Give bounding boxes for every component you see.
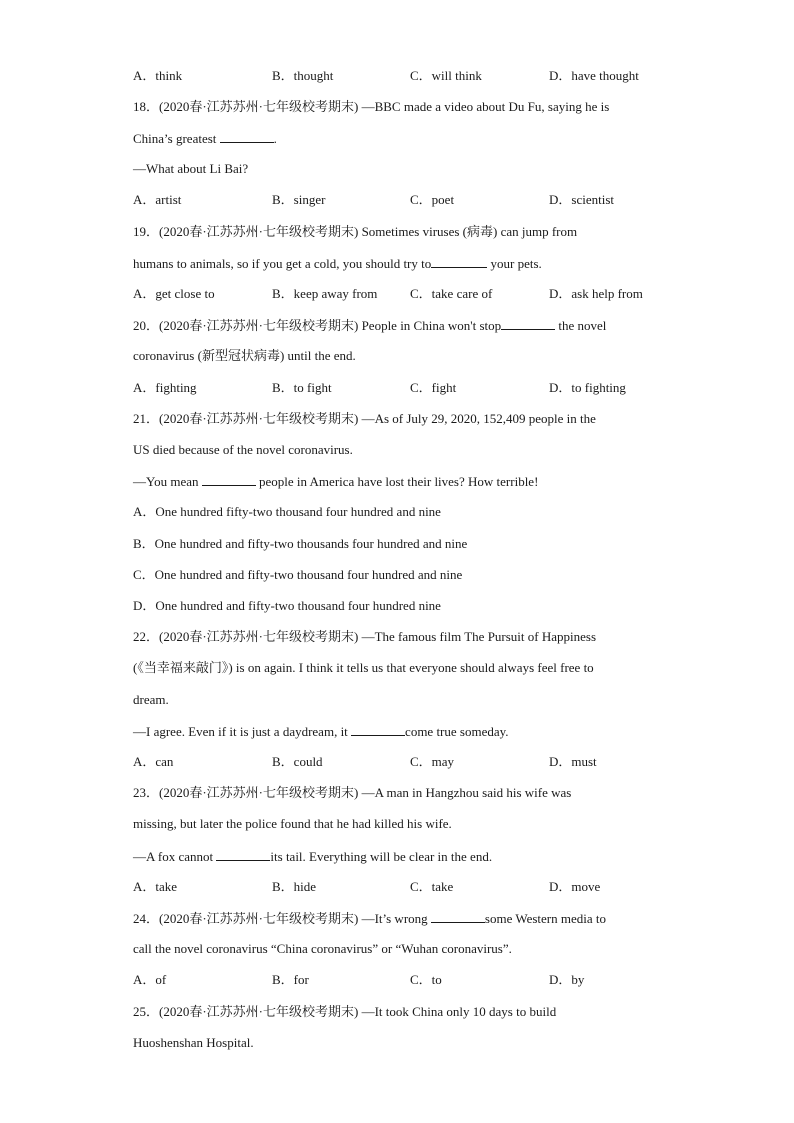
option-b: B．to fight — [272, 380, 332, 395]
question-text: —I agree. Even if it is just a daydream, it — [133, 724, 352, 739]
option-a: A．of — [133, 972, 167, 987]
question-text-line — [133, 255, 542, 271]
option-a: A．think — [133, 68, 183, 83]
question-text: 23．(2020春·江苏苏州·七年级校考期末) —A man in Hangzhou said his wife was — [133, 785, 572, 800]
question-text: its tail. Everything will be clear in the end. — [270, 849, 493, 864]
question-text: —A fox cannot — [133, 849, 217, 864]
option-c: C．take — [410, 879, 454, 894]
option-a: A．get close to — [133, 286, 215, 301]
question-text: humans to animals, so if you get a cold, you should try to — [133, 256, 432, 271]
option-d: D．scientist — [549, 192, 614, 207]
option-d: D．by — [549, 972, 585, 987]
question-text: 24．(2020春·江苏苏州·七年级校考期末) —It’s wrong — [133, 911, 431, 926]
question-text: —You mean — [133, 474, 202, 489]
question-text: 19．(2020春·江苏苏州·七年级校考期末) Sometimes viruses (病毒) can jump from — [133, 224, 578, 239]
dialogue-line: —What about Li Bai? — [133, 161, 249, 176]
option-c: C．One hundred and fifty-two thousand four hundred and nine — [133, 567, 463, 582]
question-text-line — [133, 910, 606, 926]
answer-blank — [351, 723, 405, 736]
question-text: missing, but later the police found that he had killed his wife. — [133, 816, 452, 831]
option-c: C．to — [410, 972, 442, 987]
option-d: D．One hundred and fifty-two thousand four hundred nine — [133, 598, 441, 613]
question-text: people in America have lost their lives? How terrible! — [255, 474, 539, 489]
question-text: some Western media to — [484, 911, 607, 926]
option-c: C．will think — [410, 68, 482, 83]
question-text: 20．(2020春·江苏苏州·七年级校考期末) People in China won't stop — [133, 318, 502, 333]
option-c: C．poet — [410, 192, 455, 207]
option-c: C．take care of — [410, 286, 493, 301]
question-text: Huoshenshan Hospital. — [133, 1035, 254, 1050]
option-d: D．move — [549, 879, 601, 894]
question-text: dream. — [133, 692, 169, 707]
option-d: D．to fighting — [549, 380, 626, 395]
option-c: C．fight — [410, 380, 457, 395]
option-a: A．One hundred fifty-two thousand four hundred and nine — [133, 504, 441, 519]
question-text: coronavirus (新型冠状病毒) until the end. — [133, 348, 356, 363]
question-text: 18．(2020春·江苏苏州·七年级校考期末) —BBC made a video about Du Fu, saying he is — [133, 99, 610, 114]
answer-blank — [431, 910, 485, 923]
option-a: A．artist — [133, 192, 182, 207]
answer-blank — [431, 255, 487, 268]
option-a: A．can — [133, 754, 174, 769]
option-b: B．One hundred and fifty-two thousands four hundred and nine — [133, 536, 468, 551]
option-b: B．keep away from — [272, 286, 378, 301]
option-a: A．take — [133, 879, 178, 894]
question-text-line — [133, 130, 277, 146]
question-text-line — [133, 317, 606, 333]
option-b: B．hide — [272, 879, 317, 894]
question-text: China’s greatest — [133, 131, 220, 146]
question-text: your pets. — [487, 256, 542, 271]
option-b: B．for — [272, 972, 309, 987]
answer-blank — [216, 848, 270, 861]
option-d: D．must — [549, 754, 597, 769]
question-text: 21．(2020春·江苏苏州·七年级校考期末) —As of July 29, 2020, 152,409 people in the — [133, 411, 596, 426]
question-text: call the novel coronavirus “China coronavirus” or “Wuhan coronavirus”. — [133, 941, 512, 956]
question-text: 22．(2020春·江苏苏州·七年级校考期末) —The famous film The Pursuit of Happiness — [133, 629, 597, 644]
question-text: (《当幸福来敲门》) is on again. I think it tells us that everyone should always feel free to — [133, 660, 594, 675]
option-d: D．have thought — [549, 68, 639, 83]
dialogue-line — [133, 723, 509, 739]
question-text: US died because of the novel coronavirus. — [133, 442, 353, 457]
answer-blank — [220, 130, 274, 143]
option-b: B．could — [272, 754, 323, 769]
answer-blank — [202, 473, 256, 486]
question-text: come true someday. — [405, 724, 509, 739]
option-c: C．may — [410, 754, 455, 769]
option-d: D．ask help from — [549, 286, 643, 301]
question-text: 25．(2020春·江苏苏州·七年级校考期末) —It took China only 10 days to build — [133, 1004, 557, 1019]
question-text: the novel — [555, 318, 607, 333]
dialogue-line — [133, 473, 538, 489]
answer-blank — [501, 317, 555, 330]
option-b: B．thought — [272, 68, 334, 83]
dialogue-line — [133, 848, 492, 864]
question-text: . — [273, 131, 277, 146]
option-a: A．fighting — [133, 380, 197, 395]
option-b: B．singer — [272, 192, 326, 207]
